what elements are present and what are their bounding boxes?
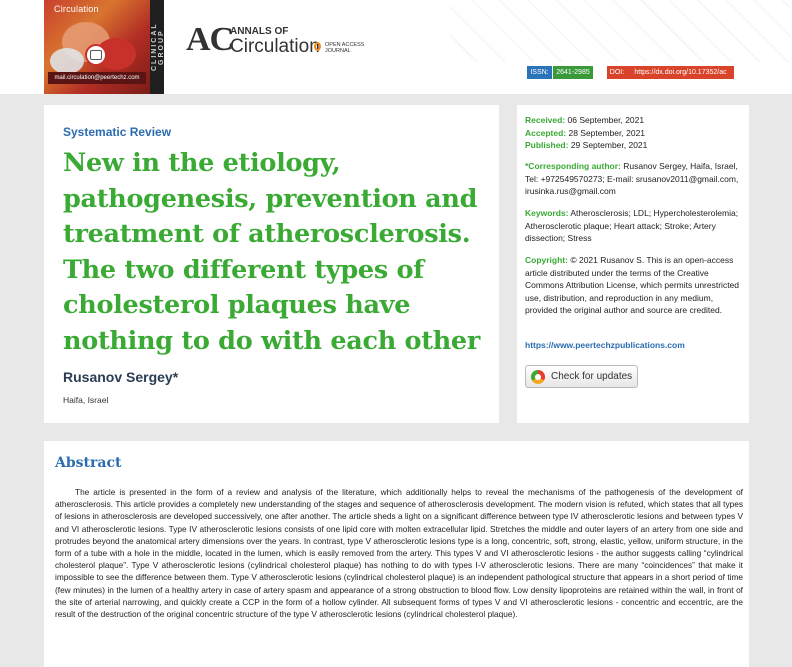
corresponding-author-block	[525, 160, 747, 198]
cover-title: Circulation	[54, 4, 99, 14]
logo-open-access: OPEN ACCESS JOURNAL	[325, 42, 365, 54]
received-label: Received:	[525, 115, 566, 125]
header-background-pattern	[450, 0, 790, 62]
logo-annals-of: ANNALS OF	[230, 26, 289, 37]
doi-link[interactable]: https://dx.doi.org/10.17352/ac	[627, 66, 734, 79]
side-strip	[150, 0, 164, 94]
keywords-block	[525, 207, 747, 245]
published-row	[525, 139, 747, 152]
logo-ac: AC	[186, 21, 234, 58]
issn-value: 2641-2985	[553, 66, 593, 79]
check-for-updates-label: Check for updates	[551, 371, 633, 382]
article-info-card	[517, 105, 749, 423]
dates-block	[525, 114, 747, 152]
doi-label: DOI:	[607, 66, 627, 79]
accepted-row	[525, 127, 747, 140]
author-name[interactable]: Rusanov Sergey*	[63, 369, 179, 385]
abstract-text: The article is presented in the form of a review and analysis of the literature, which additionally helps to reveal the mechanisms of the pathogenesis of the development of atherosclerosis. This article provides a completely new understanding of the stages and sequence of atherosclerosis development. The modern vision is refuted, which states that all types of lesions in atherosclerosis are developed successively, one after another. The article sheds a light on a significant difference between type IV atherosclerotic lesions and between types V and VI atherosclerotic lesions. Type IV atherosclerotic lesions consists of one lipid core with molten extracellular lipid. Stretches the middle and outer layers of an artery from one side and protrudes beyond the anatomical artery dimensions over the years. In contrast, type V atherosclerotic lesions type is a long, concentric, soft, strong, elastic, yellow, uniform structure, in the form of a tube with a hole in the middle, located in the lumen, which is easily removed from the artery. This types V and VI atherosclerotic lesions - the author suggests calling “cylindrical cholesterol plaque”. Type V atherosclerotic lesions (cylindrical cholesterol plaque) has nothing to do with types I-V atherosclerotic lesions. There are many “coincidences” that make it impossible to see the difference between them. Type V atherosclerotic lesions (cylindrical cholesterol plaque) is an independent pathological structure that appears in a short period of time (few minutes) in the lumen of a healthy artery in case of artery spasm and appearance of a strong obstruction to blood flow. Low density lipoproteins are retained within the wall, in front of the site of arterial narrowing, and quickly create a CCP in the form of a hollow cylinder. All subsequent forms of types V and VI atherosclerotic lesions - concentric and eccentric, are the result of the destruction of the original concentric structure of the type V atherosclerotic lesions (cylindrical cholesterol plaque).	[55, 487, 743, 620]
article-type: Systematic Review	[63, 125, 172, 139]
abstract-heading: Abstract	[55, 455, 122, 471]
published-label: Published:	[525, 140, 569, 150]
side-label: CLINICAL GROUP	[151, 22, 165, 72]
corresponding-label: *Corresponding author:	[525, 161, 621, 171]
keywords-label: Keywords:	[525, 208, 569, 218]
journal-cover-image	[44, 0, 150, 94]
publisher-website-link[interactable]: https://www.peertechzpublications.com	[525, 340, 685, 350]
check-for-updates-button[interactable]	[525, 365, 638, 388]
article-title: New in the etiology, pathogenesis, prevention and treatment of atherosclerosis. The two different types of cholesterol plaques have nothing to do with each other	[63, 148, 480, 356]
published-date: 29 September, 2021	[570, 140, 648, 150]
copyright-block	[525, 254, 747, 317]
journal-header	[0, 0, 792, 94]
author-affiliation: Haifa, Israel	[63, 395, 109, 405]
keywords-list: Atherosclerosis; LDL; Hypercholesterolemia; Atherosclerotic plaque; Heart attack; Stroke; Artery dissection; Stress	[525, 208, 739, 243]
issn-label: ISSN:	[527, 66, 552, 79]
logo-circulation: Circulation	[230, 36, 320, 57]
cover-decoration	[50, 48, 84, 74]
received-date: 06 September, 2021	[567, 115, 645, 125]
check-updates-icon	[531, 370, 545, 384]
cover-badge-icon	[85, 44, 107, 66]
copyright-label: Copyright:	[525, 255, 568, 265]
received-row	[525, 114, 747, 127]
abstract-section	[44, 441, 749, 667]
corresponding-details: Rusanov Sergey, Haifa, Israel, Tel: +972549570273; E-mail: srusanov2011@gmail.com, irusinka.rus@gmail.com	[525, 161, 739, 196]
title-card	[44, 105, 499, 423]
accepted-label: Accepted:	[525, 127, 567, 138]
accepted-date: 28 September, 2021	[568, 127, 646, 138]
cover-email: mail.circulation@peertechz.com	[48, 72, 146, 84]
open-access-icon	[314, 42, 321, 51]
copyright-text: © 2021 Rusanov S. This is an open-access article distributed under the terms of the Creative Commons Attribution License, which permits unrestricted use, distribution, and reproduction in any medium, provided the original author and source are credited.	[525, 255, 740, 315]
